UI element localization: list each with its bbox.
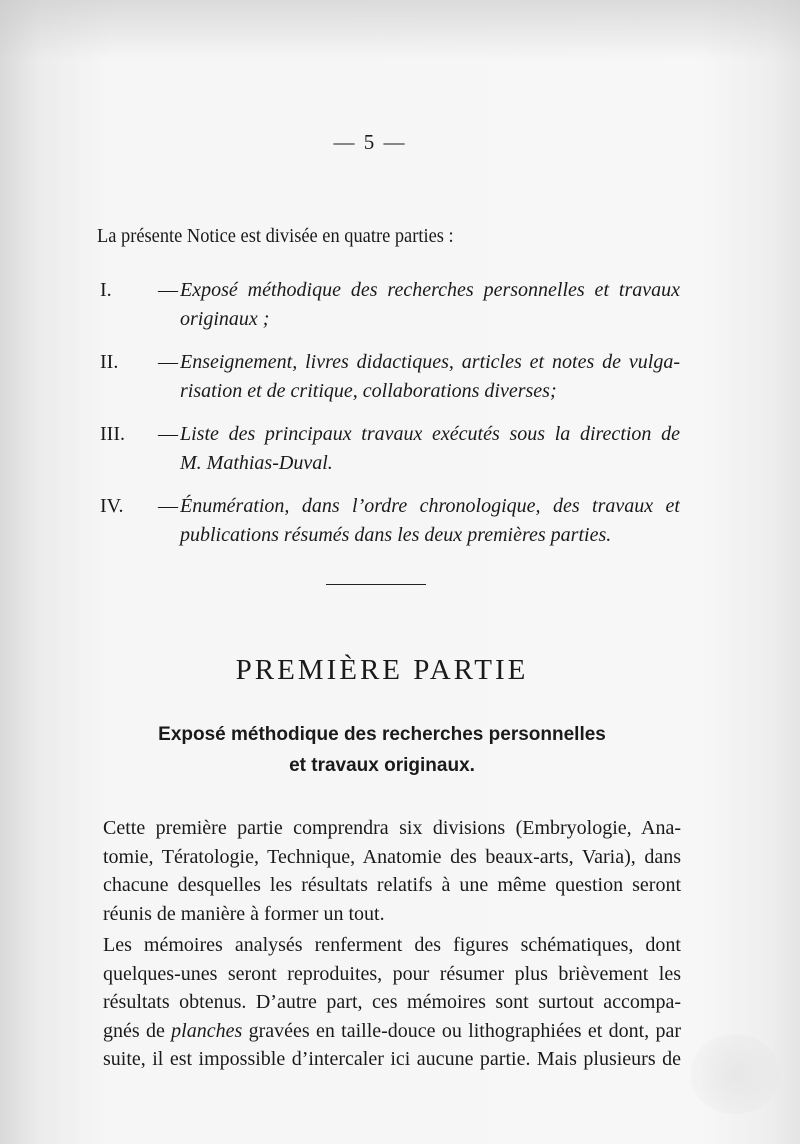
toc-item-dash: — — [158, 351, 178, 373]
paragraph2-line: résultats obtenus. D’autre part, ces mémoires sont surtout accompa- — [103, 991, 681, 1013]
body-text — [103, 814, 681, 1074]
paragraph2-line — [103, 1017, 681, 1046]
toc-item-text-line1: Liste des principaux travaux exécutés sous la direction de — [180, 423, 680, 445]
toc-item-text-line2: risation et de critique, collaborations diverses; — [180, 380, 557, 402]
paragraph2-line4-start: gnés de — [103, 1019, 172, 1042]
page-shadow — [0, 0, 800, 60]
section-divider — [326, 584, 426, 585]
toc-item-4 — [100, 492, 680, 550]
toc-item-dash: — — [158, 279, 178, 301]
section-subtitle — [0, 719, 764, 781]
toc-item-text-line2: publications résumés dans les deux premières parties. — [180, 524, 612, 546]
toc-item-text-line2: M. Mathias-Duval. — [180, 452, 333, 474]
toc-item-text-line1: Exposé méthodique des recherches personnelles et travaux — [180, 279, 680, 301]
intro-sentence: La présente Notice est divisée en quatre parties : — [97, 225, 454, 247]
paragraph2-emphasis: planches — [171, 1019, 243, 1042]
paragraph1-line: réunis de manière à former un tout. — [103, 902, 385, 925]
toc-item-2 — [100, 348, 680, 406]
paragraph2-line: quelques-unes seront reproduites, pour résumer plus brièvement les — [103, 962, 681, 985]
subtitle-line2: et travaux originaux. — [289, 755, 475, 776]
toc-item-dash: — — [158, 423, 178, 445]
toc-item-3 — [100, 420, 680, 478]
toc-item-number: III. — [100, 423, 125, 445]
paper-stain — [690, 1034, 780, 1114]
table-of-contents — [100, 276, 680, 564]
toc-item-number: II. — [100, 351, 119, 373]
toc-item-text-line1: Enseignement, livres didactiques, articles et notes de vulga- — [180, 351, 680, 373]
part-title: PREMIÈRE PARTIE — [235, 654, 529, 686]
paragraph1-line: chacune desquelles les résultats relatifs à une même question seront — [103, 874, 681, 896]
paragraph2-line: suite, il est impossible d’intercaler ici aucune partie. Mais plusieurs de — [103, 1048, 681, 1070]
paragraph2-line: Les mémoires analysés renferment des figures schématiques, dont — [103, 934, 681, 956]
paragraph2-line4-end: gravées en taille-douce ou lithographiées et dont, par — [242, 1019, 681, 1042]
toc-item-number: I. — [100, 279, 112, 301]
toc-item-text-line1: Énumération, dans l’ordre chronologique, des travaux et — [180, 495, 680, 517]
toc-item-text-line2: originaux ; — [180, 308, 270, 330]
toc-item-number: IV. — [100, 495, 124, 517]
toc-item-dash: — — [158, 495, 178, 517]
paragraph1-line: tomie, Tératologie, Technique, Anatomie des beaux-arts, Varia), dans — [103, 845, 681, 868]
page-number: — 5 — — [333, 130, 407, 154]
subtitle-line1: Exposé méthodique des recherches personnelles — [158, 724, 606, 745]
paragraph1-line: Cette première partie comprendra six divisions (Embryologie, Ana- — [103, 817, 681, 839]
toc-item-1 — [100, 276, 680, 334]
